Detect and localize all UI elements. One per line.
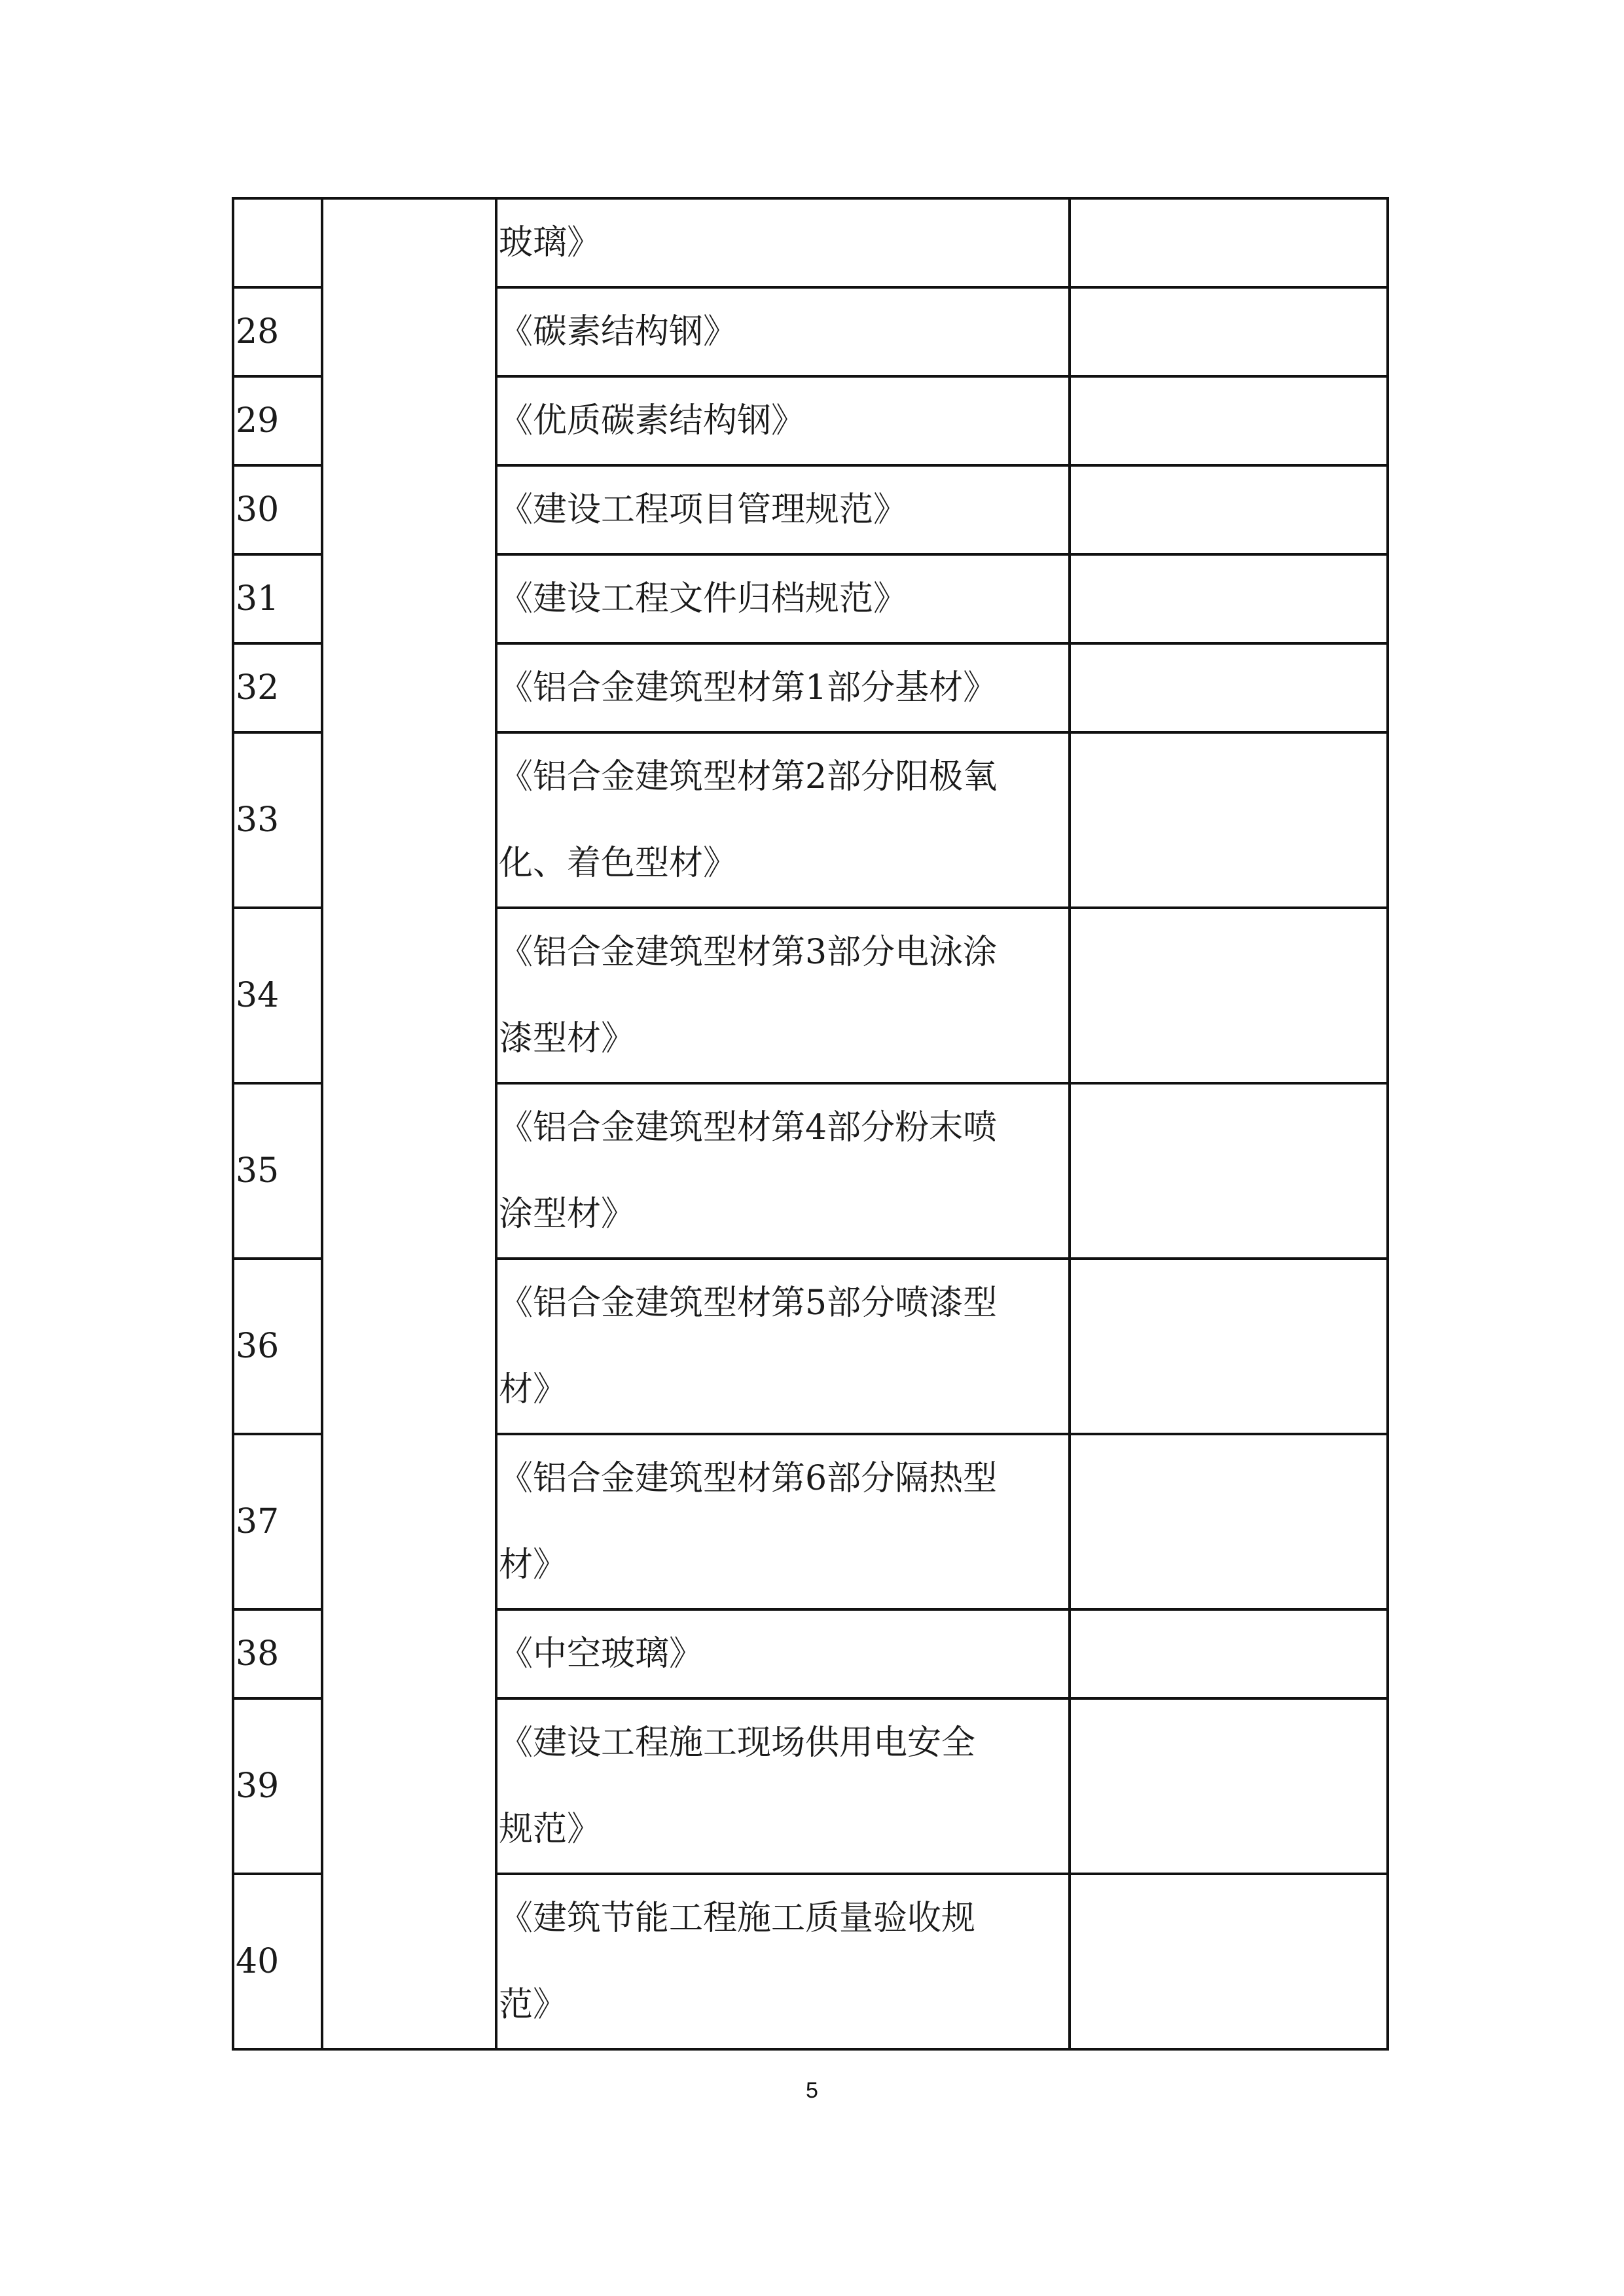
standard-name-cell: 《建设工程项目管理规范》 — [496, 465, 1070, 554]
remarks-cell — [1070, 465, 1388, 554]
row-number-cell: 39 — [233, 1698, 322, 1874]
remarks-cell — [1070, 732, 1388, 908]
remarks-cell — [1070, 554, 1388, 643]
row-number-cell: 32 — [233, 643, 322, 732]
remarks-cell — [1070, 643, 1388, 732]
table-row — [233, 198, 1388, 287]
remarks-cell — [1070, 1259, 1388, 1434]
remarks-cell — [1070, 908, 1388, 1083]
row-number-cell: 35 — [233, 1083, 322, 1259]
standard-name-cell: 《铝合金建筑型材第6部分隔热型 材》 — [496, 1434, 1070, 1609]
row-number-cell: 37 — [233, 1434, 322, 1609]
remarks-cell — [1070, 1609, 1388, 1698]
row-number-cell — [233, 198, 322, 287]
row-number-cell: 28 — [233, 287, 322, 376]
standard-name-cell: 《碳素结构钢》 — [496, 287, 1070, 376]
standard-name-cell: 《中空玻璃》 — [496, 1609, 1070, 1698]
remarks-cell — [1070, 1083, 1388, 1259]
standard-name-cell: 《铝合金建筑型材第2部分阳极氧 化、着色型材》 — [496, 732, 1070, 908]
standard-name-cell: 《优质碳素结构钢》 — [496, 376, 1070, 465]
standard-name-cell: 玻璃》 — [496, 198, 1070, 287]
standard-name-cell: 《建设工程施工现场供用电安全 规范》 — [496, 1698, 1070, 1874]
row-number-cell: 31 — [233, 554, 322, 643]
standard-name-cell: 《铝合金建筑型材第5部分喷漆型 材》 — [496, 1259, 1070, 1434]
row-number-cell: 30 — [233, 465, 322, 554]
standard-name-cell: 《铝合金建筑型材第3部分电泳涂 漆型材》 — [496, 908, 1070, 1083]
remarks-cell — [1070, 287, 1388, 376]
standard-name-cell: 《建筑节能工程施工质量验收规 范》 — [496, 1874, 1070, 2049]
standards-table — [232, 197, 1389, 2051]
page-number: 5 — [806, 2078, 818, 2103]
row-number-cell: 38 — [233, 1609, 322, 1698]
row-number-cell: 36 — [233, 1259, 322, 1434]
standard-name-cell: 《铝合金建筑型材第4部分粉末喷 涂型材》 — [496, 1083, 1070, 1259]
row-number-cell: 29 — [233, 376, 322, 465]
standards-table-body — [233, 198, 1388, 2049]
standard-name-cell: 《建设工程文件归档规范》 — [496, 554, 1070, 643]
remarks-cell — [1070, 1874, 1388, 2049]
row-number-cell: 33 — [233, 732, 322, 908]
row-number-cell: 40 — [233, 1874, 322, 2049]
category-cell-merged — [322, 198, 496, 2049]
standard-name-cell: 《铝合金建筑型材第1部分基材》 — [496, 643, 1070, 732]
row-number-cell: 34 — [233, 908, 322, 1083]
remarks-cell — [1070, 376, 1388, 465]
remarks-cell — [1070, 1434, 1388, 1609]
remarks-cell — [1070, 1698, 1388, 1874]
remarks-cell — [1070, 198, 1388, 287]
